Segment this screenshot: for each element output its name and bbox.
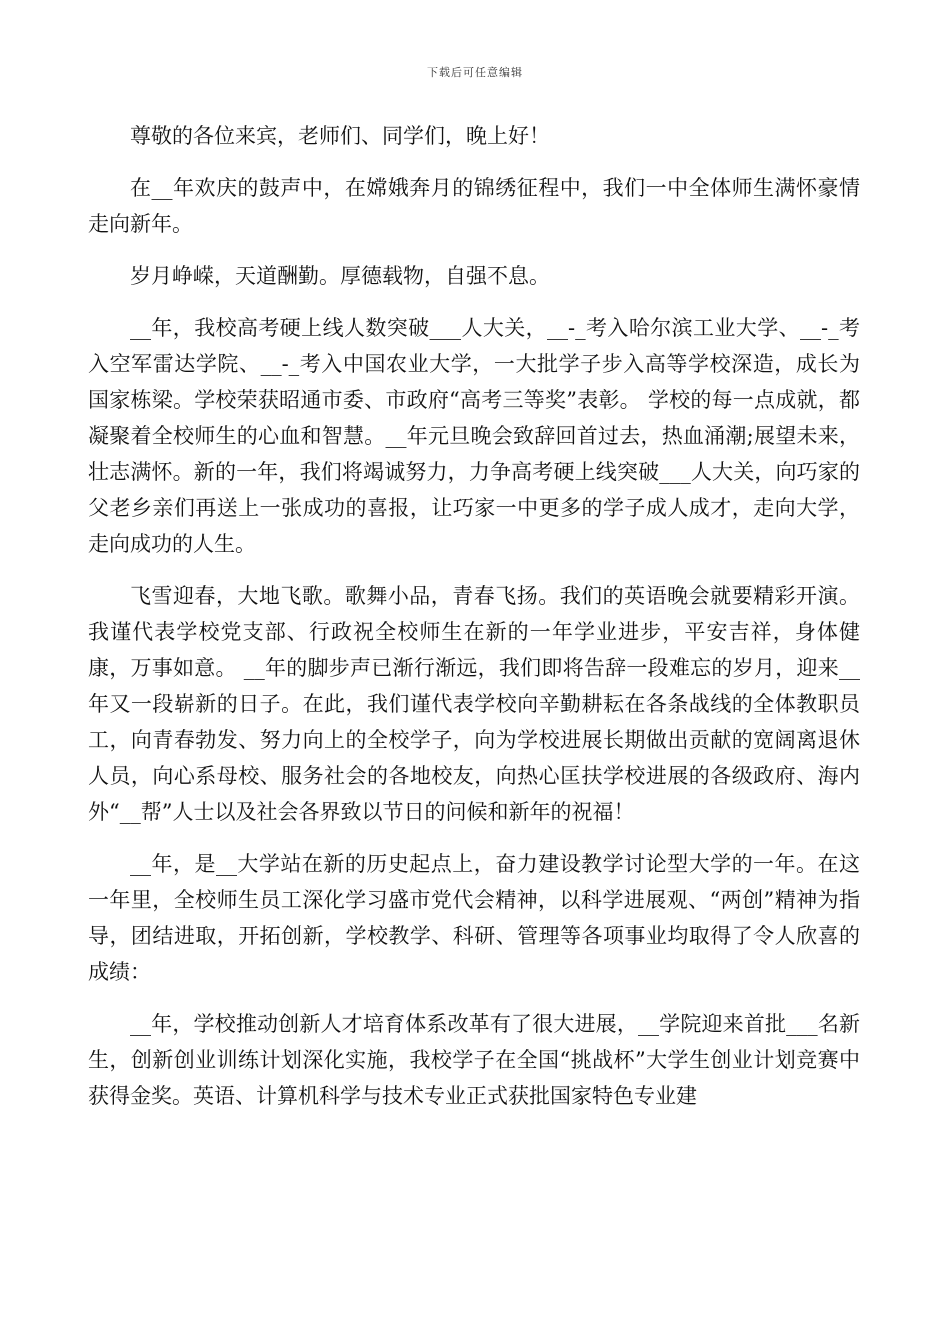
paragraph-new-year: 在__年欢庆的鼓声中，在嫦娥奔月的锦绣征程中，我们一中全体师生满怀豪情走向新年。 [88, 176, 860, 236]
paragraph-greeting: 尊敬的各位来宾，老师们、同学们，晚上好！ [130, 124, 550, 148]
paragraph-wishes: 飞雪迎春，大地飞歌。歌舞小品，青春飞扬。我们的英语晚会就要精彩开演。我谨代表学校党支部、行政祝全校师生在新的一年学业进步，平安吉祥，身体健康，万事如意。 __年的脚步声已渐行渐远，我们即将告辞一段难忘的岁月，迎来__年又一段崭新的日子。在此，我们谨代表学校向辛勤耕耘在各条战线的全体教职员工，向青春勃发、努力向上的全校学子，向为学校进展长期做出贡献的宽阔离退休人员，向心系母校、服务社会的各地校友，向热心匡扶学校进展的各级政府、海内外“__帮”人士以及社会各界致以节日的问候和新年的祝福！ [88, 584, 860, 824]
paragraph-university-year: __年，是__大学站在新的历史起点上，奋力建设教学讨论型大学的一年。在这一年里，全校师生员工深化学习盛市党代会精神，以科学进展观、“两创”精神为指导，团结进取，开拓创新，学校教学、科研、管理等各项事业均取得了令人欣喜的成绩： [88, 852, 860, 984]
paragraph-reform: __年，学校推动创新人才培育体系改革有了很大进展，__学院迎来首批___名新生，创新创业训练计划深化实施，我校学子在全国“挑战杯”大学生创业计划竞赛中获得金奖。英语、计算机科学与技术专业正式获批国家特色专业建 [88, 1012, 860, 1108]
paragraph-motto: 岁月峥嵘，天道酬勤。厚德载物，自强不息。 [130, 264, 550, 288]
page-header-note: 下载后可任意编辑 [427, 66, 523, 79]
document-body [88, 118, 860, 1130]
paragraph-achievements: __年，我校高考硬上线人数突破___人大关，__-_考入哈尔滨工业大学、__-_考入空军雷达学院、__-_考入中国农业大学，一大批学子步入高等学校深造，成长为国家栋梁。学校荣获昭通市委、市政府“高考三等奖”表彰。 学校的每一点成就，都凝聚着全校师生的心血和智慧。__年元旦晚会致辞回首过去，热血涌潮;展望未来，壮志满怀。新的一年，我们将竭诚努力，力争高考硬上线突破___人大关，向巧家的父老乡亲们再送上一张成功的喜报，让巧家一中更多的学子成人成才，走向大学，走向成功的人生。 [88, 316, 860, 556]
